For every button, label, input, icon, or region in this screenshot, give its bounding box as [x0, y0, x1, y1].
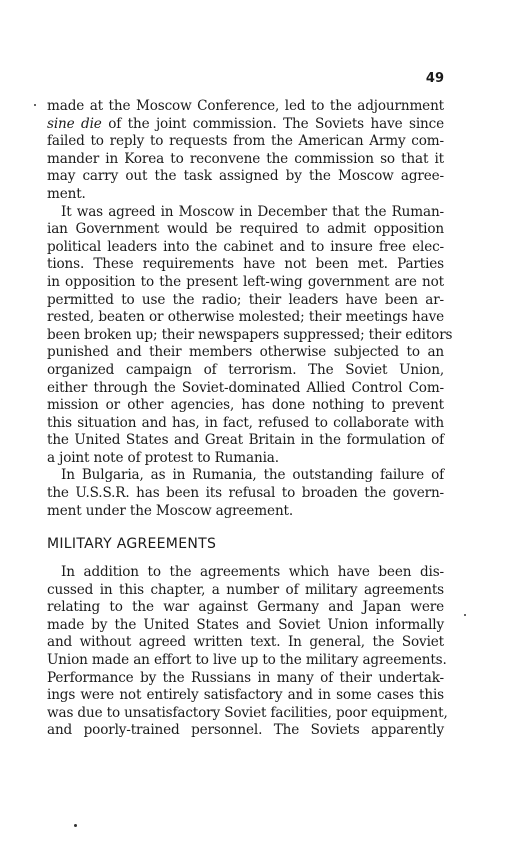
text-line: permitted to use the radio; their leaders have been ar- — [47, 291, 444, 308]
text-line: ings were not entirely satisfactory and in some cases this — [47, 687, 444, 704]
text-line: failed to reply to requests from the American Army com- — [47, 133, 444, 150]
text-line: It was agreed in Moscow in December that the Ruman- — [61, 203, 444, 220]
paragraph-continuation — [47, 98, 444, 204]
paragraph-bulgaria — [47, 467, 444, 520]
text-line: Performance by the Russians in many of their undertak- — [47, 669, 444, 686]
text-line: In addition to the agreements which have been dis- — [61, 564, 444, 580]
text-line: a joint note of protest to Rumania. — [47, 449, 279, 466]
text-line: mander in Korea to reconvene the commission so that it — [47, 150, 444, 167]
body-text-top — [47, 98, 453, 520]
text-line: in opposition to the present left-wing government are not — [47, 273, 444, 290]
text-line: been broken up; their newspapers suppressed; their editors — [47, 326, 453, 343]
section-heading: MILITARY AGREEMENTS — [47, 536, 217, 552]
text-line: political leaders into the cabinet and to insure free elec- — [47, 238, 444, 255]
scan-speck — [464, 614, 466, 616]
text-line: ment. — [47, 185, 86, 202]
text-line: Union made an effort to live up to the military agreements. — [47, 651, 447, 668]
text-line: the United States and Great Britain in the formulation of — [47, 432, 444, 449]
text-line: punished and their members otherwise subjected to an — [47, 344, 444, 361]
text-line: may carry out the task assigned by the Moscow agree- — [47, 168, 444, 185]
scan-speck — [74, 824, 77, 827]
text-line: In Bulgaria, as in Rumania, the outstanding failure of — [61, 467, 444, 484]
italic-phrase: sine die — [47, 115, 102, 132]
paragraph-military — [47, 564, 448, 740]
text-line: made at the Moscow Conference, led to the adjournment — [47, 98, 444, 114]
text-line: mission or other agencies, has done nothing to prevent — [47, 397, 444, 414]
text-line: relating to the war against Germany and Japan were — [47, 599, 444, 616]
text-line: made by the United States and Soviet Union informally — [47, 616, 444, 633]
text-line: and poorly-trained personnel. The Soviets apparently — [47, 722, 444, 739]
text-line: rested, beaten or otherwise molested; their meetings have — [47, 309, 444, 326]
page-number: 49 — [425, 71, 444, 86]
text-line: cussed in this chapter, a number of military agreements — [47, 581, 444, 598]
text-line-rest: of the joint commission. The Soviets have since — [101, 115, 444, 132]
text-line: was due to unsatisfactory Soviet facilities, poor equipment, — [47, 704, 448, 721]
text-line: ment under the Moscow agreement. — [47, 502, 294, 519]
scan-speck — [34, 104, 36, 106]
text-line: ian Government would be required to admit opposition — [47, 221, 444, 238]
paragraph-rumania — [47, 203, 453, 468]
text-line: and without agreed written text. In general, the Soviet — [47, 634, 444, 651]
text-line: tions. These requirements have not been met. Parties — [47, 256, 444, 273]
text-line: the U.S.S.R. has been its refusal to broaden the govern- — [47, 485, 444, 502]
text-line: this situation and has, in fact, refused to collaborate with — [47, 414, 444, 431]
text-line — [47, 116, 444, 134]
text-line: organized campaign of terrorism. The Soviet Union, — [47, 361, 444, 378]
text-line: either through the Soviet-dominated Allied Control Com- — [47, 379, 444, 396]
body-text-bottom — [47, 564, 448, 740]
